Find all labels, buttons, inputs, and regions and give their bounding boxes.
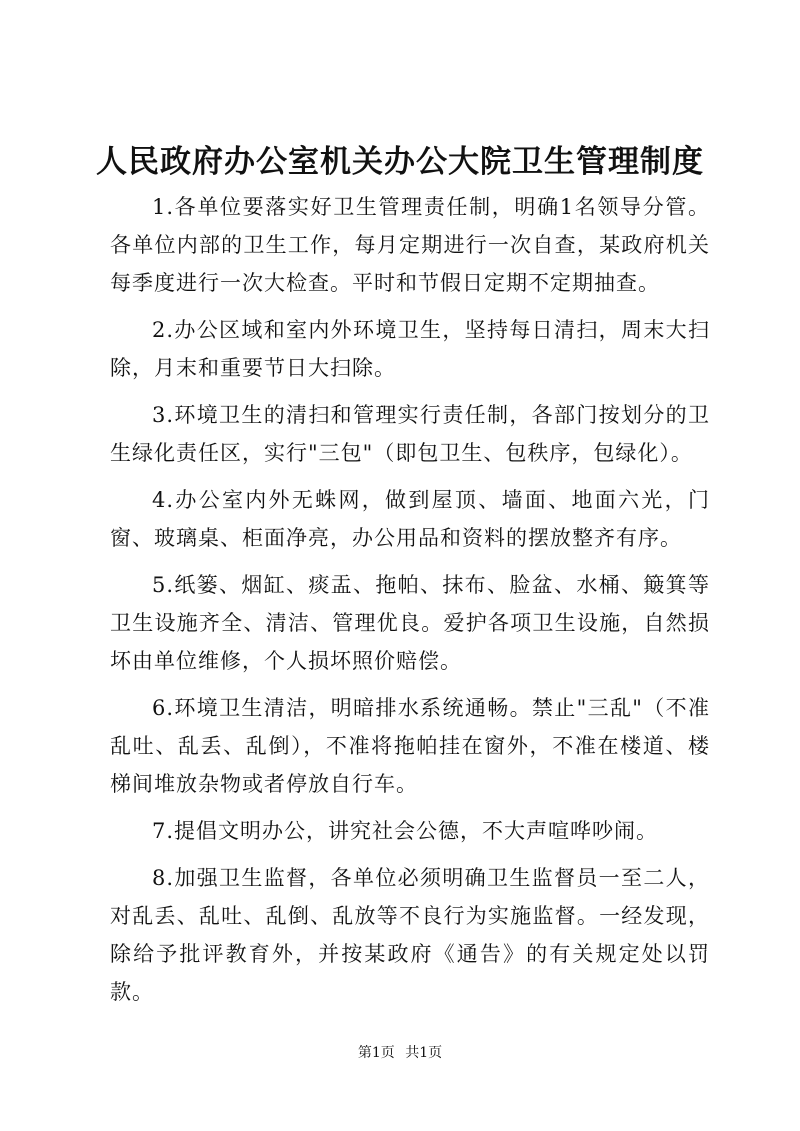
paragraph-3: 3.环境卫生的清扫和管理实行责任制，各部门按划分的卫生绿化责任区，实行"三包"（即包卫生、包秩序，包绿化）。 — [110, 403, 710, 465]
page-total: 共1页 — [405, 1045, 443, 1061]
paragraph-5: 5.纸篓、烟缸、痰盂、拖帕、抹布、脸盆、水桶、簸箕等卫生设施齐全、清洁、管理优良。爱护各项卫生设施，自然损坏由单位维修，个人损坏照价赔偿。 — [110, 573, 710, 673]
document-body — [110, 188, 710, 1020]
paragraph-2: 2.办公区域和室内外环境卫生，坚持每日清扫，周末大扫除，月末和重要节日大扫除。 — [110, 318, 710, 380]
paragraph-8: 8.加强卫生监督，各单位必须明确卫生监督员一至二人，对乱丢、乱吐、乱倒、乱放等不良行为实施监督。一经发现，除给予批评教育外，并按某政府《通告》的有关规定处以罚款。 — [110, 866, 710, 1004]
paragraph-4: 4.办公室内外无蛛网，做到屋顶、墙面、地面六光，门窗、玻璃桌、柜面净亮，办公用品和资料的摆放整齐有序。 — [110, 488, 710, 550]
page-number: 第1页 — [357, 1045, 395, 1061]
paragraph-7: 7.提倡文明办公，讲究社会公德，不大声喧哗吵闹。 — [152, 819, 659, 843]
paragraph-1: 1.各单位要落实好卫生管理责任制，明确1名领导分管。各单位内部的卫生工作，每月定期进行一次自查，某政府机关每季度进行一次大检查。平时和节假日定期不定期抽查。 — [110, 195, 710, 295]
document-title: 人民政府办公室机关办公大院卫生管理制度 — [96, 144, 704, 180]
page-footer — [0, 1043, 800, 1063]
paragraph-6: 6.环境卫生清洁，明暗排水系统通畅。禁止"三乱"（不准乱吐、乱丢、乱倒），不准将拖帕挂在窗外，不准在楼道、楼梯间堆放杂物或者停放自行车。 — [110, 696, 710, 796]
